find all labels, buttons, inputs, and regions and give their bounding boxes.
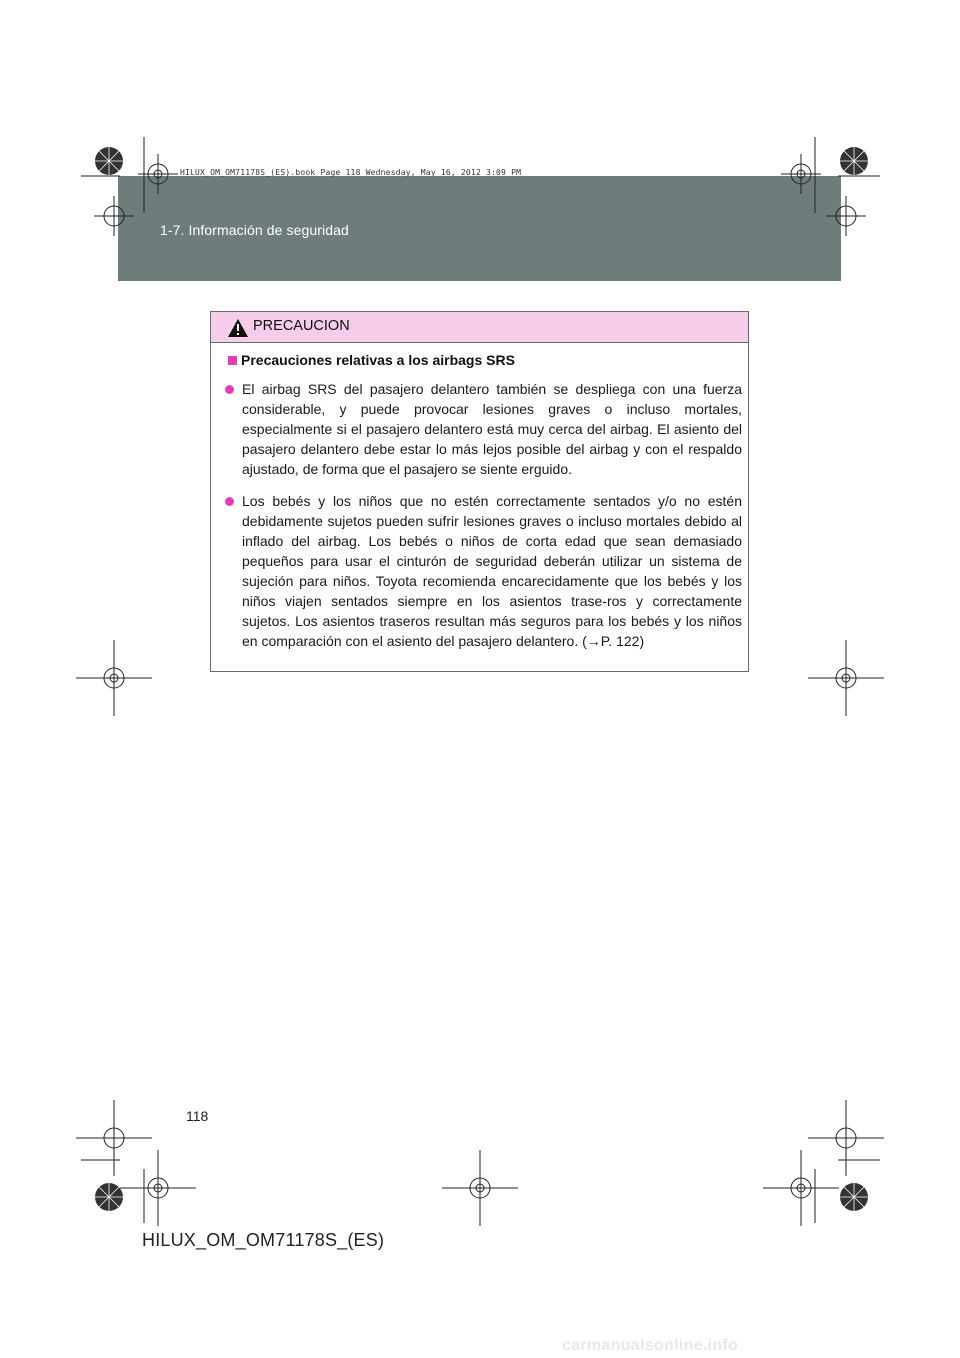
page-number: 118 [186,1108,209,1124]
footer-watermark: carmanualsonline.info [562,1337,952,1358]
document-code: HILUX_OM_OM71178S_(ES) [142,1230,385,1250]
round-bullet-icon [225,497,234,506]
caution-title: PRECAUCION [253,318,350,334]
round-bullet-icon [225,385,234,394]
caution-item [242,379,742,479]
caution-heading [228,352,515,368]
caution-item [242,491,742,651]
caution-item-text: El airbag SRS del pasajero delantero también se despliega con una fuerza considerable, y puede provocar lesiones graves o incluso mortales, especialmente si el pasajero delantero está muy cerca del airbag. El asiento del pasajero delantero debe estar lo más lejos posible del airbag y con el respaldo ajustado, de forma que el pasajero se siente erguido. [242,381,742,477]
caution-item-text: Los bebés y los niños que no estén correctamente sentados y/o no estén debidamente sujetos pueden sufrir lesiones graves o incluso mortales debido al inflado del airbag. Los bebés o niños de corta edad que sean demasiado pequeños para usar el cinturón de seguridad deberán utilizar un sistema de sujeción para niños. Toyota recomienda encarecidamente que los bebés y los niños viajen sentados siempre en los asientos trase-ros y correctamente sujetos. Los asientos traseros resultan más seguros para los bebés y los niños en comparación con el asiento del pasajero delantero. (→P. 122) [242,493,742,649]
caution-header [211,312,748,343]
file-stamp: HILUX_OM_OM71178S_(ES).book Page 118 Wednesday, May 16, 2012 3:09 PM [180,168,522,177]
caution-box [210,311,749,672]
square-bullet-icon [228,356,237,365]
caution-heading-text: Precauciones relativas a los airbags SRS [241,352,515,368]
warning-triangle-icon [227,318,249,338]
section-title: 1-7. Información de seguridad [160,222,349,238]
